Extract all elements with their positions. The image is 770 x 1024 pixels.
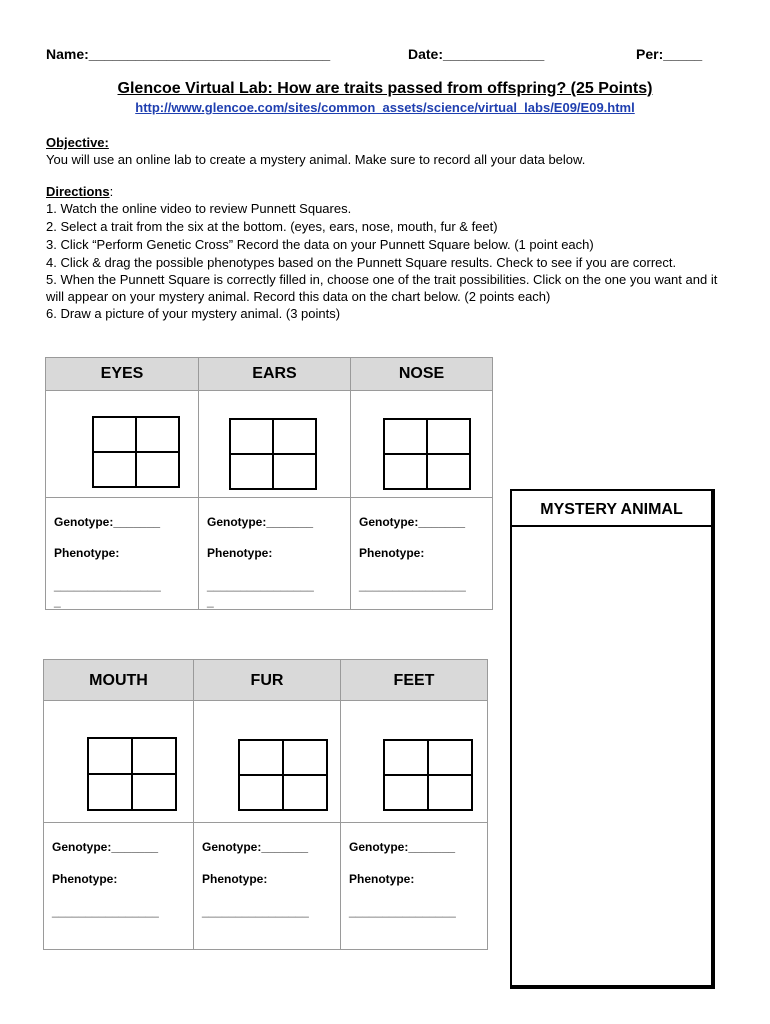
nose-phenotype-blank[interactable]: ________________ (359, 578, 466, 592)
mouth-phenotype-blank[interactable]: ________________ (52, 904, 159, 918)
eyes-header: EYES (100, 365, 144, 382)
fur-column (193, 660, 340, 949)
fur-phenotype-blank[interactable]: ________________ (202, 904, 309, 918)
fur-header: FUR (250, 672, 284, 689)
ears-phenotype-blank[interactable]: ________________ (207, 578, 314, 592)
trait-table-1 (45, 357, 493, 610)
ears-phenotype-blank-2: _ (207, 594, 214, 608)
ears-genotype[interactable]: Genotype:_______ (207, 515, 314, 529)
direction-item: 1. Watch the online video to review Punnett Squares. (46, 201, 352, 216)
feet-punnett-square[interactable] (383, 739, 473, 811)
eyes-column (46, 358, 198, 609)
eyes-phenotype: Phenotype: (54, 546, 120, 560)
objective-text: You will use an online lab to create a mystery animal. Make sure to record all your data below. (46, 152, 586, 167)
nose-genotype[interactable]: Genotype:_______ (359, 515, 466, 529)
mystery-animal-title: MYSTERY ANIMAL (512, 491, 711, 527)
nose-column (350, 358, 492, 609)
direction-item: 2. Select a trait from the six at the bottom. (eyes, ears, nose, mouth, fur & feet) (46, 219, 498, 234)
direction-item: 5. When the Punnett Square is correctly filled in, choose one of the trait possibilities. Click on the one you want and it will appear on your mystery animal. Record this data on the chart below. (2 points each) (46, 272, 718, 304)
mouth-column (44, 660, 193, 949)
objective-section (46, 134, 736, 168)
direction-item: 4. Click & drag the possible phenotypes based on the Punnett Square results. Check to see if you are correct. (46, 255, 677, 270)
fur-phenotype: Phenotype: (202, 872, 268, 886)
lab-link[interactable]: http://www.glencoe.com/sites/common_assets/science/virtual_labs/E09/E09.html (135, 100, 635, 115)
eyes-phenotype-blank[interactable]: ________________ (54, 578, 161, 592)
name-field[interactable]: Name:_______________________________ (46, 46, 331, 62)
direction-item: 6. Draw a picture of your mystery animal. (3 points) (46, 306, 341, 321)
ears-header: EARS (252, 365, 297, 382)
feet-phenotype-blank[interactable]: ________________ (349, 904, 456, 918)
fur-genotype[interactable]: Genotype:_______ (202, 840, 309, 854)
ears-punnett-square[interactable] (229, 418, 317, 490)
nose-punnett-square[interactable] (383, 418, 471, 490)
mouth-phenotype: Phenotype: (52, 872, 118, 886)
directions-colon: : (109, 184, 114, 199)
feet-header: FEET (393, 672, 435, 689)
eyes-phenotype-blank-2: _ (54, 594, 61, 608)
feet-phenotype: Phenotype: (349, 872, 415, 886)
nose-phenotype: Phenotype: (359, 546, 425, 560)
objective-label: Objective: (46, 135, 109, 150)
mouth-genotype[interactable]: Genotype:_______ (52, 840, 159, 854)
directions-label: Directions (46, 184, 110, 199)
date-field[interactable]: Date:_____________ (408, 46, 545, 62)
fur-punnett-square[interactable] (238, 739, 328, 811)
ears-column (198, 358, 350, 609)
mouth-punnett-square[interactable] (87, 737, 177, 811)
eyes-genotype[interactable]: Genotype:_______ (54, 515, 161, 529)
mystery-animal-box[interactable] (510, 489, 715, 989)
trait-table-2 (43, 659, 488, 950)
eyes-punnett-square[interactable] (92, 416, 180, 488)
page-title: Glencoe Virtual Lab: How are traits passed from offspring? (25 Points) (117, 80, 653, 97)
directions-section (46, 183, 736, 322)
direction-item: 3. Click “Perform Genetic Cross” Record the data on your Punnett Square below. (1 point each) (46, 237, 594, 252)
ears-phenotype: Phenotype: (207, 546, 273, 560)
feet-column (340, 660, 487, 949)
feet-genotype[interactable]: Genotype:_______ (349, 840, 456, 854)
nose-header: NOSE (398, 365, 445, 382)
mouth-header: MOUTH (89, 672, 148, 689)
period-field[interactable]: Per:_____ (636, 46, 703, 62)
